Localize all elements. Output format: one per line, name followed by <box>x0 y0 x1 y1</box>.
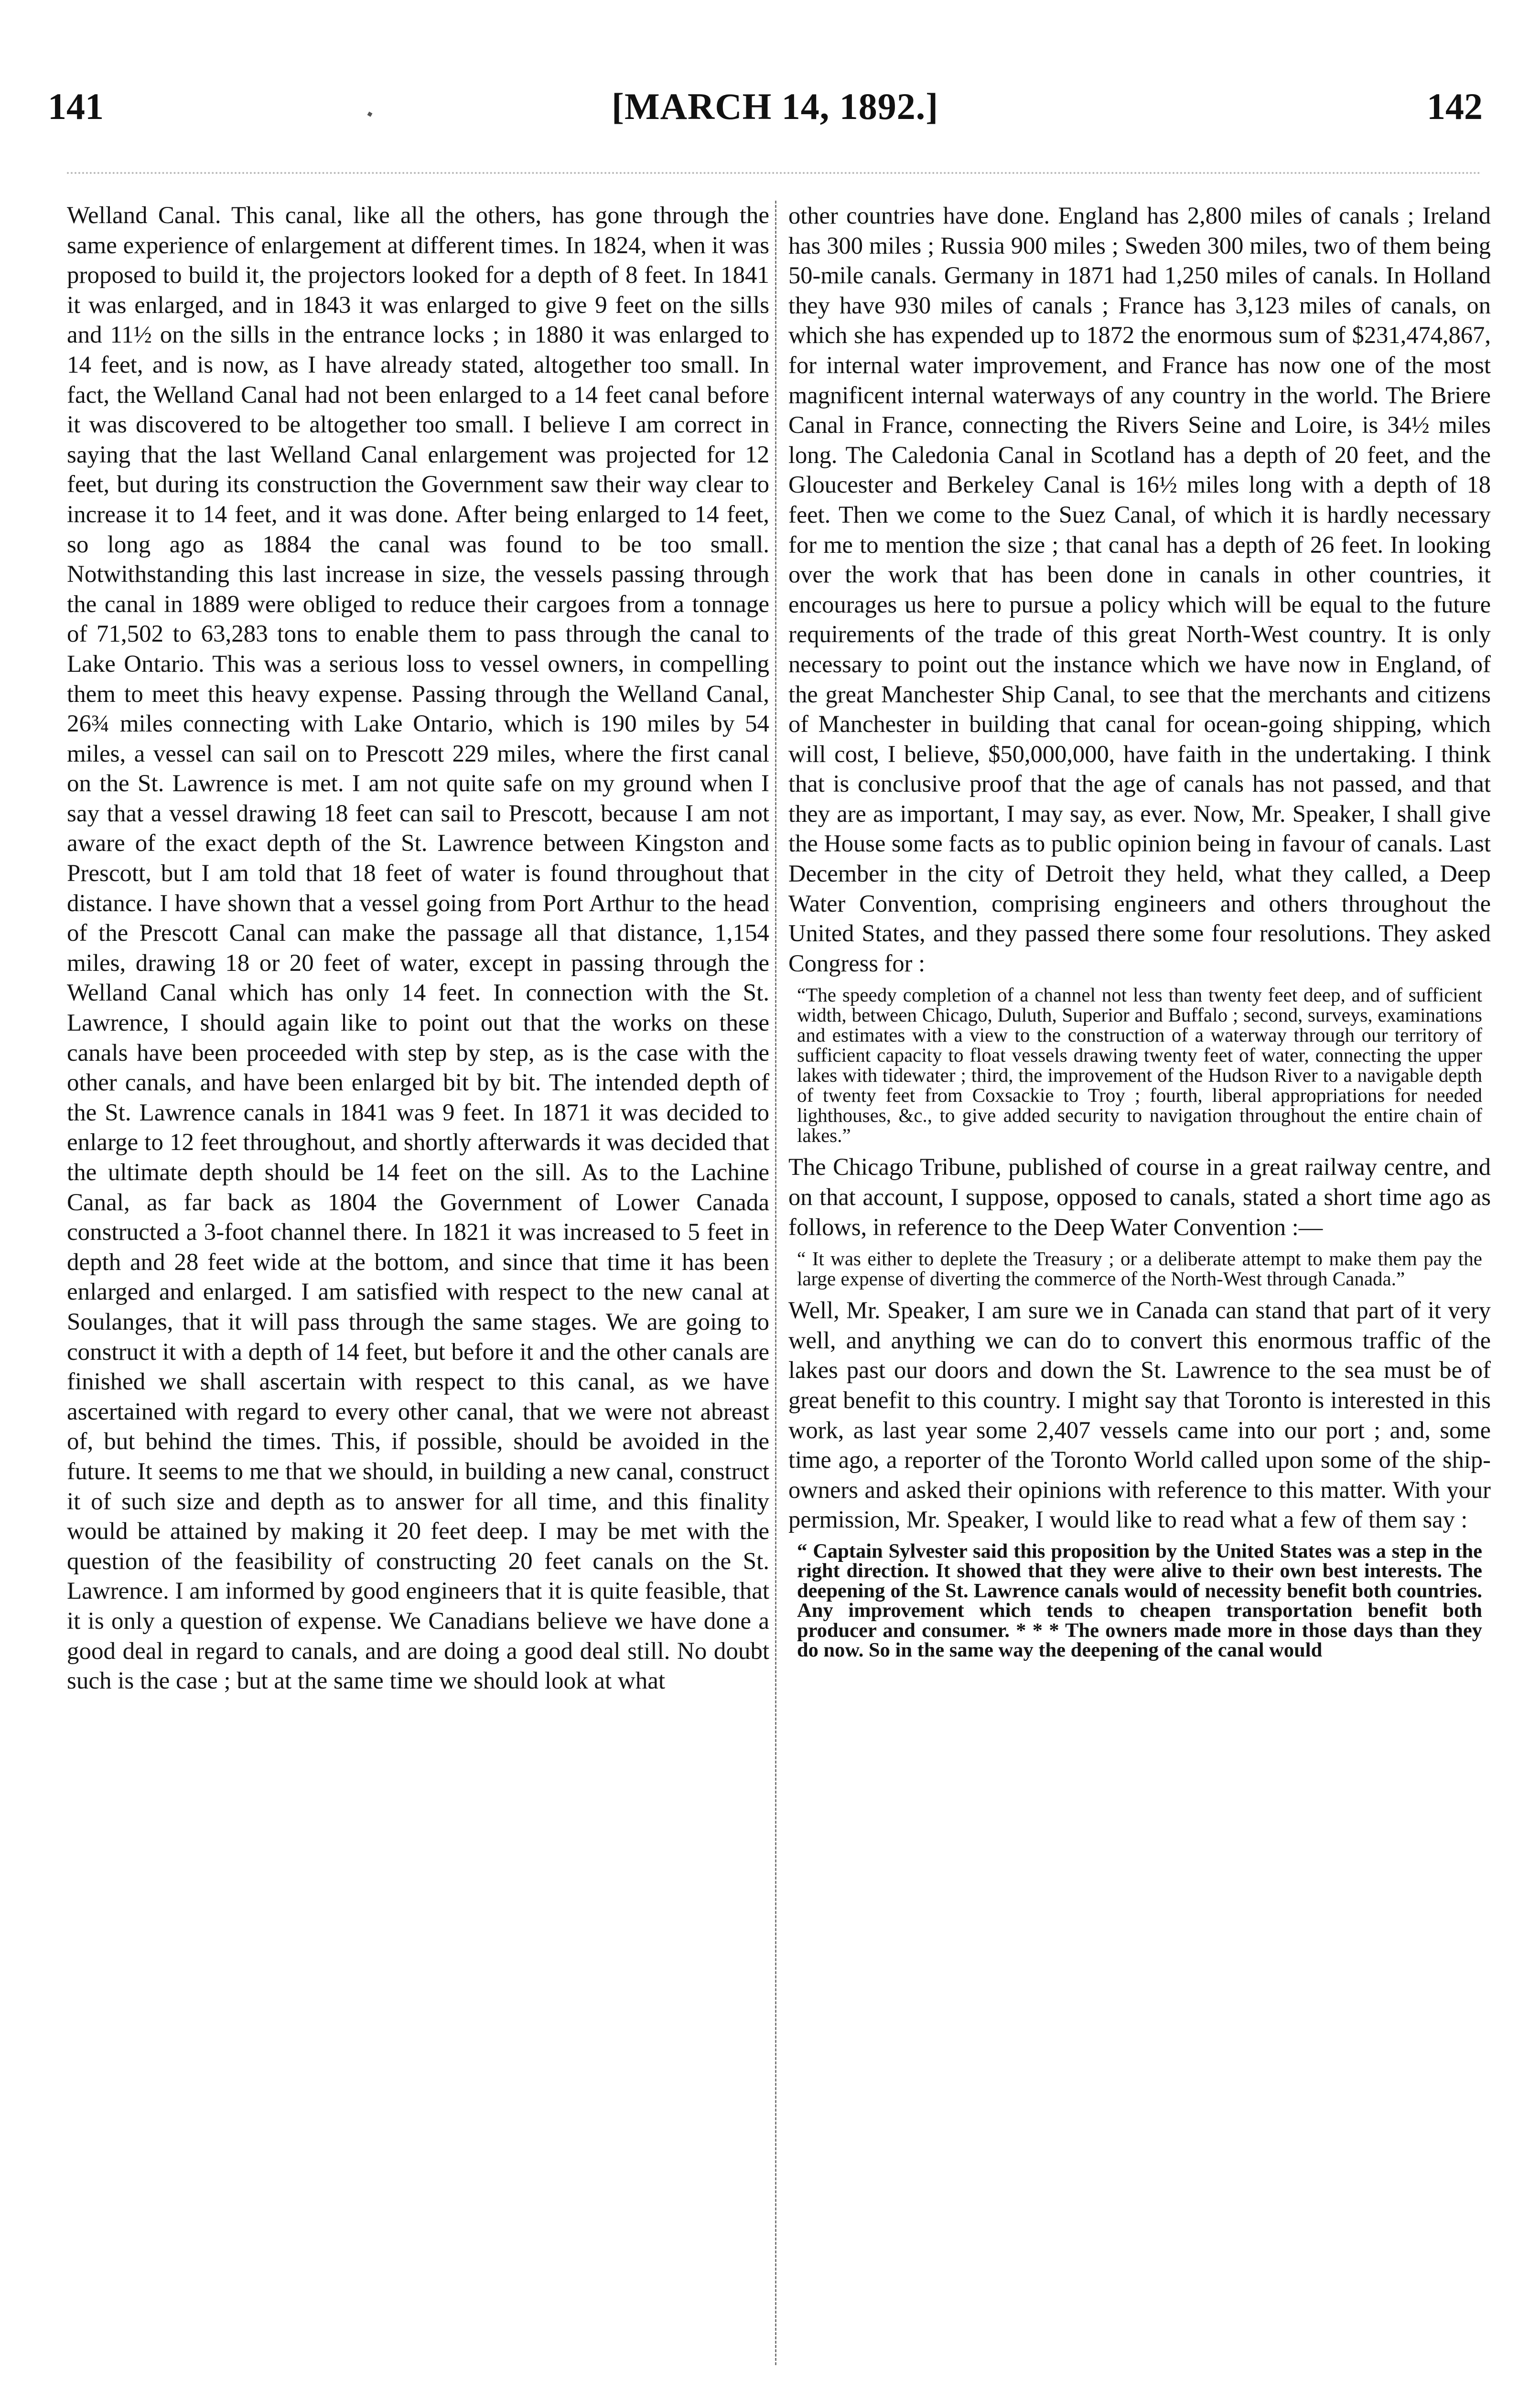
column-divider <box>775 201 776 2365</box>
right-column <box>788 201 1491 2384</box>
header-tick-mark <box>367 112 373 117</box>
right-paragraph-1: other countries have done. England has 2,800 miles of canals ; Ireland has 300 miles ; Russia 900 miles ; Sweden 300 miles, two of them being 50-mile canals. Germany in 1871 had 1,250 miles of canals. In Holland they have 930 miles of canals ; France has 3,123 miles of canals, on which she has expended up to 1872 the enormous sum of $231,474,867, for internal water improvement, and France has now one of the most magnificent internal waterways of any country in the world. The Briere Canal in France, connecting the Rivers Seine and Loire, is 34½ miles long. The Caledonia Canal in Scotland has a depth of 20 feet, and the Gloucester and Berkeley Canal is 16½ miles long with a depth of 18 feet. Then we come to the Suez Canal, of which it is hardly necessary for me to mention the size ; that canal has a depth of 26 feet. In looking over the work that has been done in canals in other countries, it encourages us here to pursue a policy which will be equal to the future requirements of the trade of this great North-West country. It is only necessary to point out the instance which we have now in England, of the great Manchester Ship Canal, to see that the merchants and citizens of Manchester in building that canal for ocean-going shipping, which will cost, I believe, $50,000,000, have faith in the undertaking. I think that is conclusive proof that the age of canals has not passed, and that they are as important, I may say, as ever. Now, Mr. Speaker, I shall give the House some facts as to public opinion being in favour of canals. Last December in the city of Detroit they held, what they called, a Deep Water Convention, comprising engineers and others throughout the United States, and they passed there some four resolutions. They asked Congress for : <box>788 202 1491 977</box>
detroit-resolutions-quote: “The speedy completion of a channel not less than twenty feet deep, and of sufficient width, between Chicago, Duluth, Superior and Buffalo ; second, surveys, examinations and estimates with a view to the construction of a waterway through our territory of sufficient capacity to float vessels drawing twenty feet of water, connecting the upper lakes with tidewater ; third, the improvement of the Hudson River to a navigable depth of twenty feet from Coxsackie to Troy ; fourth, liberal appropriations for needed lighthouses, &c., to give added security to navigation throughout the entire chain of lakes.” <box>797 984 1482 1147</box>
right-page-number: 142 <box>1427 86 1483 127</box>
left-column-paragraph: Welland Canal. This canal, like all the others, has gone through the same experience of enlargement at different times. In 1824, when it was proposed to build it, the projectors looked for a depth of 8 feet. In 1841 it was enlarged, and in 1843 it was enlarged to give 9 feet on the sills and 11½ on the sills in the entrance locks ; in 1880 it was enlarged to 14 feet, and is now, as I have already stated, altogether too small. In fact, the Welland Canal had not been enlarged to a 14 feet canal before it was discovered to be altogether too small. I believe I am correct in saying that the last Welland Canal enlargement was projected for 12 feet, but during its construction the Government saw their way clear to increase it to 14 feet, and it was done. After being enlarged to 14 feet, so long ago as 1884 the canal was found to be too small. Notwithstanding this last increase in size, the vessels passing through the canal in 1889 were obliged to reduce their cargoes from a tonnage of 71,502 to 63,283 tons to enable them to pass through the canal to Lake Ontario. This was a serious loss to vessel owners, in compelling them to meet this heavy expense. Passing through the Welland Canal, 26¾ miles connecting with Lake Ontario, which is 190 miles by 54 miles, a vessel can sail on to Prescott 229 miles, where the first canal on the St. Lawrence is met. I am not quite safe on my ground when I say that a vessel drawing 18 feet can sail to Prescott, because I am not aware of the exact depth of the St. Lawrence between Kingston and Prescott, but I am told that 18 feet of water is found throughout that distance. I have shown that a vessel going from Port Arthur to the head of the Prescott Canal can make the passage all that distance, 1,154 miles, drawing 18 or 20 feet of water, except in passing through the Welland Canal which has only 14 feet. In connection with the St. Lawrence, I should again like to point out that the works on these canals have been proceeded with step by step, as is the case with the other canals, and have been enlarged bit by bit. The intended depth of the St. Lawrence canals in 1841 was 9 feet. In 1871 it was decided to enlarge to 12 feet throughout, and shortly afterwards it was decided that the ultimate depth should be 14 feet on the sill. As to the Lachine Canal, as far back as 1804 the Government of Lower Canada constructed a 3-foot channel there. In 1821 it was increased to 5 feet in depth and 28 feet wide at the bottom, and since that time it has been enlarged and enlarged. I am satisfied with respect to the new canal at Soulanges, that it will pass through the same stages. We are going to construct it with a depth of 14 feet, but before it and the other canals are finished we shall ascertain with respect to this canal, as we have ascertained with regard to every other canal, that we were not abreast of, but behind the times. This, if possible, should be avoided in the future. It seems to me that we should, in building a new canal, construct it of such size and depth as to answer for all time, and this finality would be attained by making it 20 feet deep. I may be met with the question of the feasibility of constructing 20 feet canals on the St. Lawrence. I am informed by good engineers that it is quite feasible, that it is only a question of expense. We Canadians believe we have done a good deal in regard to canals, and are doing a good deal still. No doubt such is the case ; but at the same time we should look at what <box>67 202 769 1695</box>
tribune-quote: “ It was either to deplete the Treasury ; or a deliberate attempt to make them pay the large expense of diverting the commerce of the North-West through Canada.” <box>797 1248 1482 1290</box>
header-date: [MARCH 14, 1892.] <box>612 86 939 127</box>
sylvester-quote: “ Captain Sylvester said this proposition by the United States was a step in the right direction. It showed that they were alive to their own best interests. The deepening of the St. Lawrence canals would of necessity benefit both countries. Any improvement which tends to cheapen transportation benefit both producer and consumer. * * * The owners made more in those days than they do now. So in the same way the deepening of the canal would <box>797 1539 1482 1662</box>
header-rule <box>67 172 1481 174</box>
left-column <box>67 201 769 2384</box>
right-paragraph-3: Well, Mr. Speaker, I am sure we in Canada can stand that part of it very well, and anything we can do to convert this enormous traffic of the lakes past our doors and down the St. Lawrence to the sea must be of great benefit to this country. I might say that Toronto is interested in this work, as last year some 2,407 vessels came into our port ; and, some time ago, a reporter of the Toronto World called upon some of the ship-owners and asked their opinions with reference to this matter. With your permission, Mr. Speaker, I would like to read what a few of them say : <box>788 1297 1491 1533</box>
left-page-number: 141 <box>48 86 104 127</box>
right-paragraph-2: The Chicago Tribune, published of course in a great railway centre, and on that account, I suppose, opposed to canals, stated a short time ago as follows, in reference to the Deep Water Convention :— <box>788 1153 1491 1240</box>
